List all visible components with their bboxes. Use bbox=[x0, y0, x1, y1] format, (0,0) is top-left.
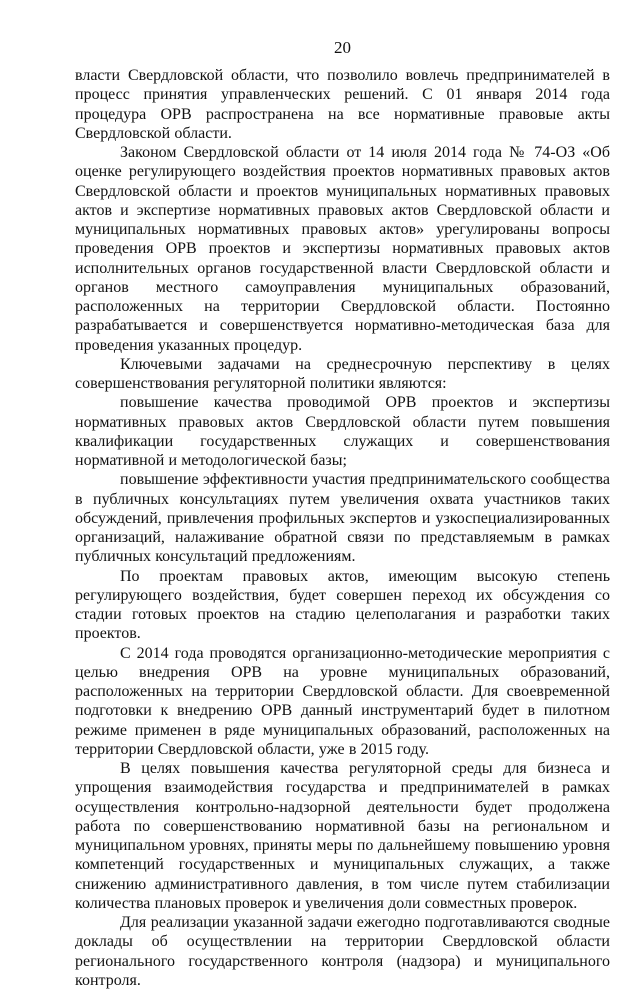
paragraph: Для реализации указанной задачи ежегодно подготавливаются сводные доклады об осуществлении на территории Свердловской области регионального государственного контроля (надзора) и муниципального контроля. bbox=[75, 914, 610, 989]
paragraph: В целях повышения качества регуляторной среды для бизнеса и упрощения взаимодействия государства и предпринимателей в рамках осуществления контрольно-надзорной деятельности будет продолжена работа по совершенствованию нормативной базы на региональном и муниципальном уровнях, приняты меры по дальнейшему повышению уровня компетенций государственных и муниципальных служащих, а также снижению административного давления, в том числе путем стабилизации количества плановых проверок и увеличения доли совместных проверок. bbox=[75, 760, 610, 912]
paragraph: Ключевыми задачами на среднесрочную перспективу в целях совершенствования регуляторной политики являются: bbox=[75, 355, 610, 392]
paragraph: С 2014 года проводятся организационно-методические мероприятия с целью внедрения ОРВ на уровне муниципальных образований, расположенных на территории Свердловской области. Для своевременной подготовки к внедрению ОРВ данный инструментарий будет в пилотном режиме применен в ряде муниципальных образований, расположенных на территории Свердловской области, уже в 2015 году. bbox=[75, 644, 610, 758]
paragraph: По проектам правовых актов, имеющим высокую степень регулирующего воздействия, будет совершен переход их обсуждения со стадии готовых проектов на стадию целеполагания и разработки таких проектов. bbox=[75, 567, 610, 643]
paragraph: повышение эффективности участия предпринимательского сообщества в публичных консультациях путем увеличения охвата участников таких обсуждений, привлечения профильных экспертов и узкоспециализированных организаций, налаживание обратной связи по представляемым в рамках публичных консультаций предложениям. bbox=[75, 471, 610, 566]
document-body bbox=[75, 66, 610, 990]
paragraph: Законом Свердловской области от 14 июля 2014 года № 74-ОЗ «Об оценке регулирующего воздействия проектов нормативных правовых актов Свердловской области и проектов муниципальных нормативных правовых актов и экспертизе нормативных правовых актов Свердловской области и муниципальных нормативных правовых актов» урегулированы вопросы проведения ОРВ проектов и экспертизы нормативных правовых актов исполнительных органов государственной власти Свердловской области и органов местного самоуправления муниципальных образований, расположенных на территории Свердловской области. Постоянно разрабатывается и совершенствуется нормативно-методическая база для проведения указанных процедур. bbox=[75, 144, 610, 354]
page-number: 20 bbox=[334, 38, 351, 57]
paragraph: власти Свердловской области, что позволило вовлечь предпринимателей в процесс принятия управленческих решений. С 01 января 2014 года процедура ОРВ распространена на все нормативные правовые акты Свердловской области. bbox=[75, 67, 610, 142]
paragraph: повышение качества проводимой ОРВ проектов и экспертизы нормативных правовых актов Свердловской области путем повышения квалификации государственных служащих и совершенствования нормативной и методологической базы; bbox=[75, 394, 610, 469]
